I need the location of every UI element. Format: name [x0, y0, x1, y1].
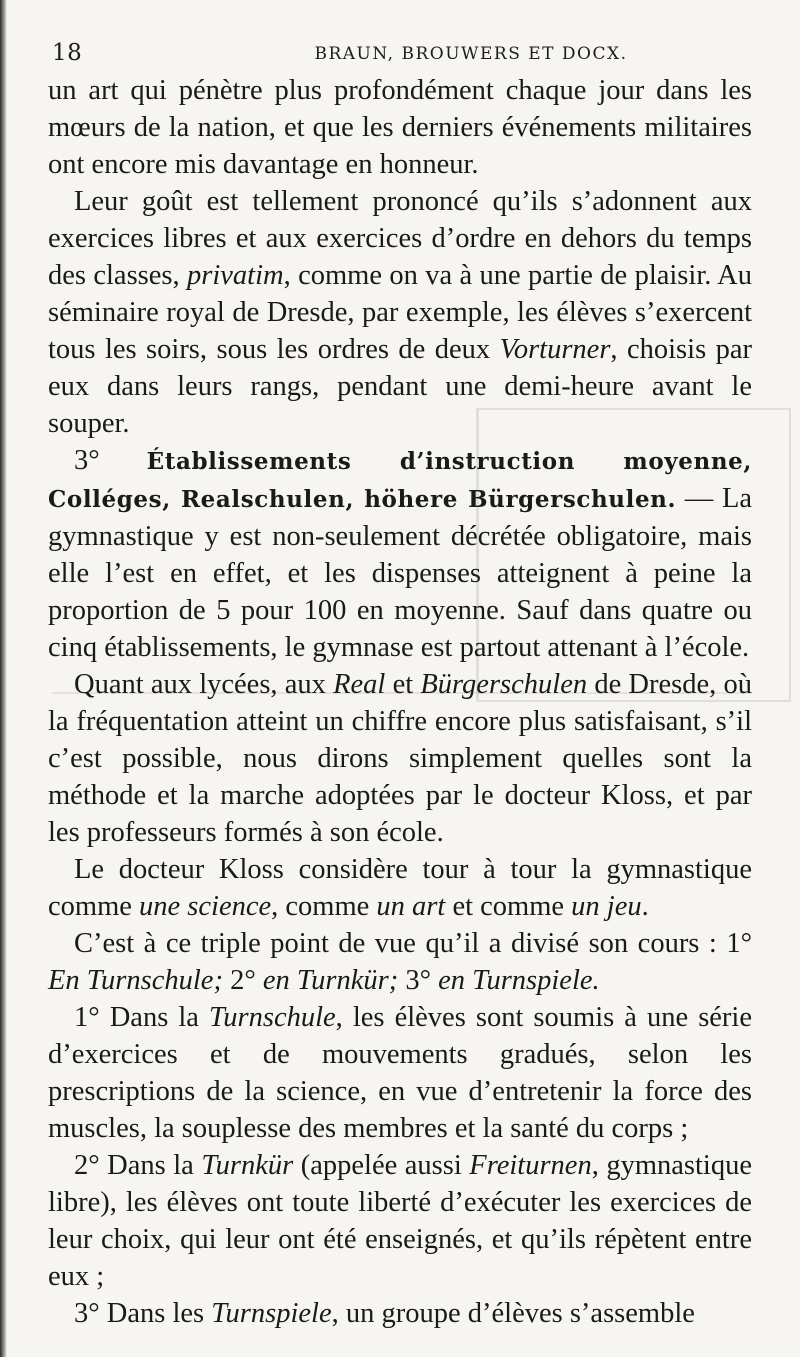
paragraph-7-italic-a: Turnschule: [208, 1002, 336, 1033]
paragraph-5-text-b: , comme: [271, 891, 377, 922]
paragraph-6-italic-a: En Turnschule;: [48, 965, 223, 996]
paragraph-2-text-a: Leur goût est tellement prononcé qu’ils s’adonnent aux exercices libres et aux exercices d’ordre en dehors du temps des classes,: [48, 186, 752, 291]
paragraph-4: [48, 666, 752, 851]
paragraph-5-italic-b: un art: [376, 891, 446, 922]
paragraph-6-text-c: 3°: [398, 965, 439, 996]
paragraph-4-text-c: de Dresde, où la fréquentation atteint un chiffre encore plus satisfaisant, s’il c’est possible, nous dirons simplement quelles sont la méthode et la marche adoptées par le docteur Kloss, et par les professeurs formés à son école.: [48, 669, 752, 848]
paragraph-3: [48, 442, 752, 666]
paragraph-6: [48, 925, 752, 999]
paragraph-8-italic-b: Freiturnen: [469, 1150, 592, 1181]
paragraph-6-italic-b: en Turnkür;: [262, 965, 399, 996]
paragraph-9-italic-a: Turnspiele: [211, 1298, 332, 1329]
paragraph-6-text-a: C’est à ce triple point de vue qu’il a divisé son cours : 1°: [74, 928, 752, 959]
paragraph-5-text-d: .: [641, 891, 649, 922]
paragraph-8-italic-a: Turnkür: [201, 1150, 294, 1181]
paragraph-4-italic-b: Bürgerschulen: [420, 669, 588, 700]
page-header: [30, 40, 752, 76]
paragraph-3-text: — La gymnastique y est non-seulement décrétée obligatoire, mais elle l’est en effet, et les dispenses atteignent à peine la proportion de 5 pour 100 en moyenne. Sauf dans quatre ou cinq établissements, le gymnase est partout attenant à l’école.: [48, 483, 753, 663]
paragraph-5-text-a: Le docteur Kloss considère tour à tour la gymnastique comme: [48, 854, 752, 922]
paragraph-9-text-a: 3° Dans les: [74, 1298, 212, 1329]
paragraph-4-text-a: Quant aux lycées, aux: [74, 669, 334, 700]
paragraph-5: [48, 851, 752, 925]
section-heading: Établissements d’instruction moyenne, Colléges, Realschulen, höhere Bürgerschulen.: [48, 448, 752, 513]
paragraph-2-text-b: , comme on va à une partie de plaisir. Au séminaire royal de Dresde, par exemple, les élèves s’exercent tous les soirs, sous les ordres de deux: [48, 260, 752, 365]
paragraph-4-text-b: et: [385, 669, 421, 700]
paragraph-7-text-a: 1° Dans la: [74, 1002, 209, 1033]
paragraph-8: [48, 1147, 752, 1295]
paragraph-5-text-c: et comme: [445, 891, 572, 922]
paragraph-5-italic-a: une science: [139, 891, 272, 922]
section-number: 3°: [74, 445, 147, 476]
paragraph-9-text-b: , un groupe d’élèves s’assemble: [331, 1298, 695, 1329]
paragraph-6-italic-c: en Turnspiele.: [438, 965, 600, 996]
paragraph-2-text-c: , choisis par eux dans leurs rangs, pendant une demi-heure avant le souper.: [48, 334, 752, 439]
paragraph-2: [48, 183, 752, 442]
paragraph-4-italic-a: Real: [333, 669, 386, 700]
running-head: BRAUN, BROUWERS ET DOCX.: [314, 44, 628, 64]
paragraph-8-text-b: (appelée aussi: [293, 1150, 470, 1181]
paragraph-6-text-b: 2°: [222, 965, 263, 996]
paragraph-7: [48, 999, 752, 1147]
book-spine-shadow: [0, 0, 7, 1357]
page-number: 18: [52, 40, 83, 66]
paragraph-1: [48, 72, 752, 183]
paragraph-8-text-a: 2° Dans la: [74, 1150, 202, 1181]
page-body: [48, 72, 752, 1332]
paragraph-7-text-b: , les élèves sont soumis à une série d’exercices et de mouvements gradués, selon les prescriptions de la science, en vue d’entretenir la force des muscles, la souplesse des membres et la santé du corps ;: [48, 1002, 752, 1144]
paragraph-2-italic-b: Vorturner: [499, 334, 611, 365]
paragraph-2-italic-a: privatim: [187, 260, 284, 291]
paragraph-1-text: un art qui pénètre plus profondément chaque jour dans les mœurs de la nation, et que les derniers événements militaires ont encore mis davantage en honneur.: [48, 75, 752, 180]
paragraph-8-text-c: , gymnastique libre), les élèves ont toute liberté d’exécuter les exercices de leur choix, qui leur ont été enseignés, et qu’ils répètent entre eux ;: [48, 1150, 752, 1292]
paragraph-5-italic-c: un jeu: [571, 891, 642, 922]
paragraph-9: [48, 1295, 752, 1332]
